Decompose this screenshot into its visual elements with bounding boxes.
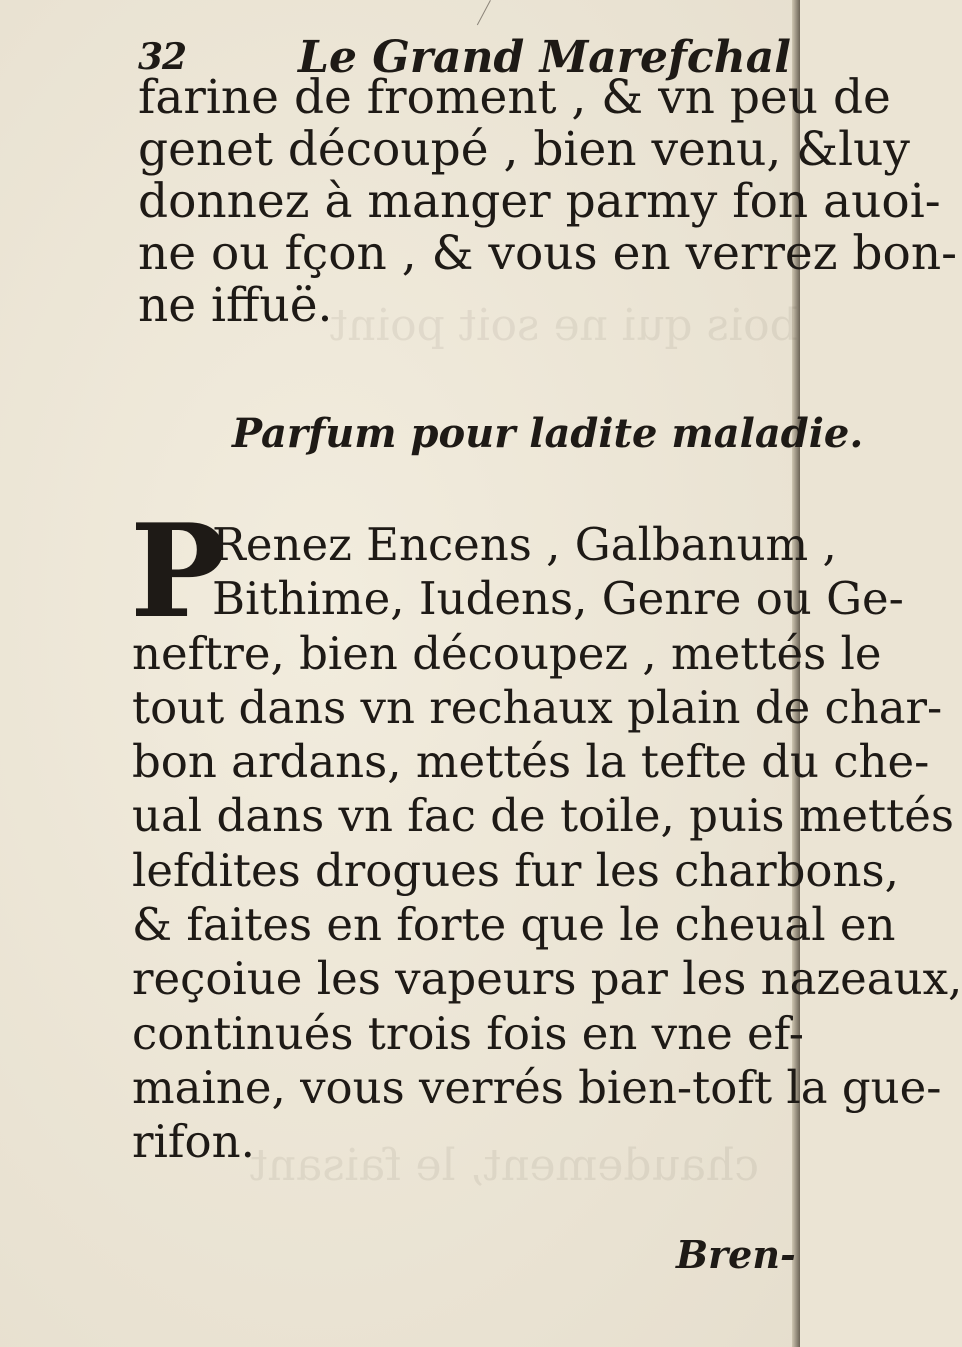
text-line: reçoiue les vapeurs par les nazeaux,	[132, 952, 962, 1006]
running-title: Le Grand Marefchal	[298, 32, 791, 83]
text-line: genet découpé , bien venu, &luy	[138, 122, 910, 177]
drop-cap: P	[130, 497, 227, 647]
text-line: bon ardans, mettés la tefte du che-	[132, 735, 930, 789]
bleed-through-texture: bois qui ne soit point	[330, 300, 798, 351]
recipe-paragraph	[130, 497, 962, 1170]
text-line: donnez à manger parmy fon auoi-	[138, 174, 941, 229]
text-line: ne iffuë.	[138, 278, 333, 333]
text-line: Bithime, Iudens, Genre ou Ge-	[212, 572, 904, 626]
text-line: lefdites drogues fur les charbons,	[132, 843, 899, 897]
text-line: tout dans vn rechaux plain de char-	[132, 680, 943, 734]
paragraph-continued	[138, 72, 957, 332]
text-line: ne ou fçon , & vous en verrez bon-	[138, 226, 957, 281]
text-line: neftre, bien découpez , mettés le	[132, 626, 882, 680]
text-line: maine, vous verrés bien-toft la gue-	[132, 1060, 942, 1114]
text-line: ual dans vn fac de toile, puis mettés	[132, 789, 954, 843]
text-line: & faites en forte que le cheual en	[132, 898, 896, 952]
bleed-through-texture: chaudement, le faisant	[250, 1140, 760, 1191]
text-line: farine de froment , & vn peu de	[138, 70, 891, 125]
catchword: Bren-	[676, 1232, 796, 1277]
text-line: Renez Encens , Galbanum ,	[212, 518, 837, 571]
text-line: continués trois fois en vne ef-	[132, 1006, 804, 1060]
paper-mark	[477, 0, 491, 25]
section-heading: Parfum pour ladite maladie.	[232, 410, 864, 457]
text-line: rifon.	[132, 1115, 255, 1169]
page-number: 32	[138, 36, 187, 78]
